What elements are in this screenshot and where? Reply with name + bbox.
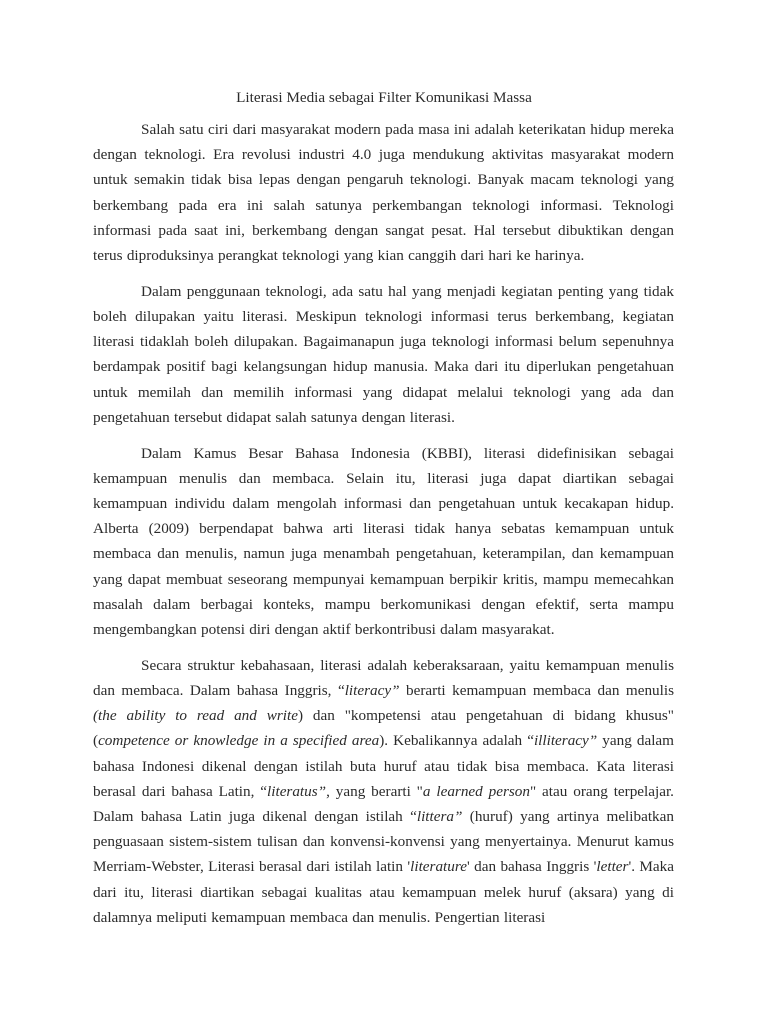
paragraph-2: Dalam penggunaan teknologi, ada satu hal yang menjadi kegiatan penting yang tidak boleh dilupakan yaitu literasi. Meskipun teknologi informasi terus berkembang, kegiatan literasi tidaklah boleh dilupakan. Bagaimanapun juga teknologi informasi belum sepenuhnya berdampak positif bagi kelangsungan hidup manusia. Maka dari itu diperlukan pengetahuan untuk memilah dan memilih informasi yang didapat melalui teknologi yang ada dan pengetahuan tersebut didapat salah satunya dengan literasi.: [93, 282, 674, 426]
paragraph-4-text: ). Kebalikannya adalah “: [379, 732, 534, 750]
term-competence: competence or knowledge in a specified area: [98, 732, 380, 750]
paragraph-1: Salah satu ciri dari masyarakat modern pada masa ini adalah keterikatan hidup mereka dengan teknologi. Era revolusi industri 4.0 juga mendukung aktivitas masyarakat modern untuk semakin tidak bisa lepas dengan pengaruh teknologi. Banyak macam teknologi yang berkembang pada era ini salah satunya perkembangan teknologi informasi. Teknologi informasi pada saat ini, berkembang dengan sangat pesat. Hal tersebut dibuktikan dengan terus diproduksinya perangkat teknologi yang kian canggih dari hari ke harinya.: [93, 121, 674, 265]
paragraph-4-text: " atau orang terpelajar. Dalam bahasa Latin juga dikenal dengan istilah “: [93, 782, 674, 826]
paragraph-4: [93, 653, 674, 930]
paragraph-4-text: yang dalam bahasa Indonesi dikenal dengan istilah buta huruf atau tidak bisa membaca. Kata literasi berasal dari bahasa Latin, “: [93, 732, 674, 800]
paragraph-4-text: (huruf) yang artinya melibatkan penguasaan sistem-sistem tulisan dan konvensi-konvensi yang menyertainya. Menurut kamus Merriam-Webster, Literasi berasal dari istilah latin ': [93, 808, 674, 876]
term-illiteracy: illiteracy”: [533, 732, 598, 750]
term-letter: letter: [596, 858, 629, 876]
document-title: Literasi Media sebagai Filter Komunikasi Massa: [236, 89, 532, 106]
term-literacy: literacy”: [344, 682, 400, 700]
document-body: [93, 117, 674, 941]
term-literatus: literatus”: [267, 782, 327, 800]
paragraph-4-text: berarti kemampuan membaca dan menulis: [399, 682, 674, 700]
paragraph-4-text: ) dan "kompetensi atau pengetahuan di bidang khusus" (: [93, 707, 674, 750]
paragraph-4-text: Secara struktur kebahasaan, literasi adalah keberaksaraan, yaitu kemampuan menulis dan membaca. Dalam bahasa Inggris, “: [93, 656, 674, 700]
paragraph-4-text: '. Maka dari itu, literasi diartikan sebagai kualitas atau kemampuan melek huruf (aksara) yang di dalamnya meliputi kemampuan membaca dan menulis. Pengertian literasi: [93, 858, 674, 926]
paragraph-4-text: ' dan bahasa Inggris ': [466, 858, 597, 876]
paragraph-3: Dalam Kamus Besar Bahasa Indonesia (KBBI), literasi didefinisikan sebagai kemampuan menulis dan membaca. Selain itu, literasi juga dapat diartikan sebagai kemampuan individu dalam mengolah informasi dan pengetahuan untuk kecakapan hidup. Alberta (2009) berpendapat bahwa arti literasi tidak hanya sebatas kemampuan untuk membaca dan menulis, namun juga menambah pengetahuan, keterampilan, dan kemampuan yang dapat membuat seseorang mempunyai kemampuan berpikir kritis, mampu memecahkan masalah dalam berbagai konteks, mampu berkomunikasi dengan efektif, serta mampu mengembangkan potensi diri dengan aktif berkontribusi dalam masyarakat.: [93, 444, 674, 639]
term-literature: literature: [410, 858, 467, 876]
term-ability-to-read-and-write: (the ability to read and write: [93, 707, 298, 725]
term-littera: littera”: [416, 808, 463, 826]
paragraph-4-text: , yang berarti ": [326, 782, 423, 800]
term-learned-person: a learned person: [422, 782, 530, 800]
